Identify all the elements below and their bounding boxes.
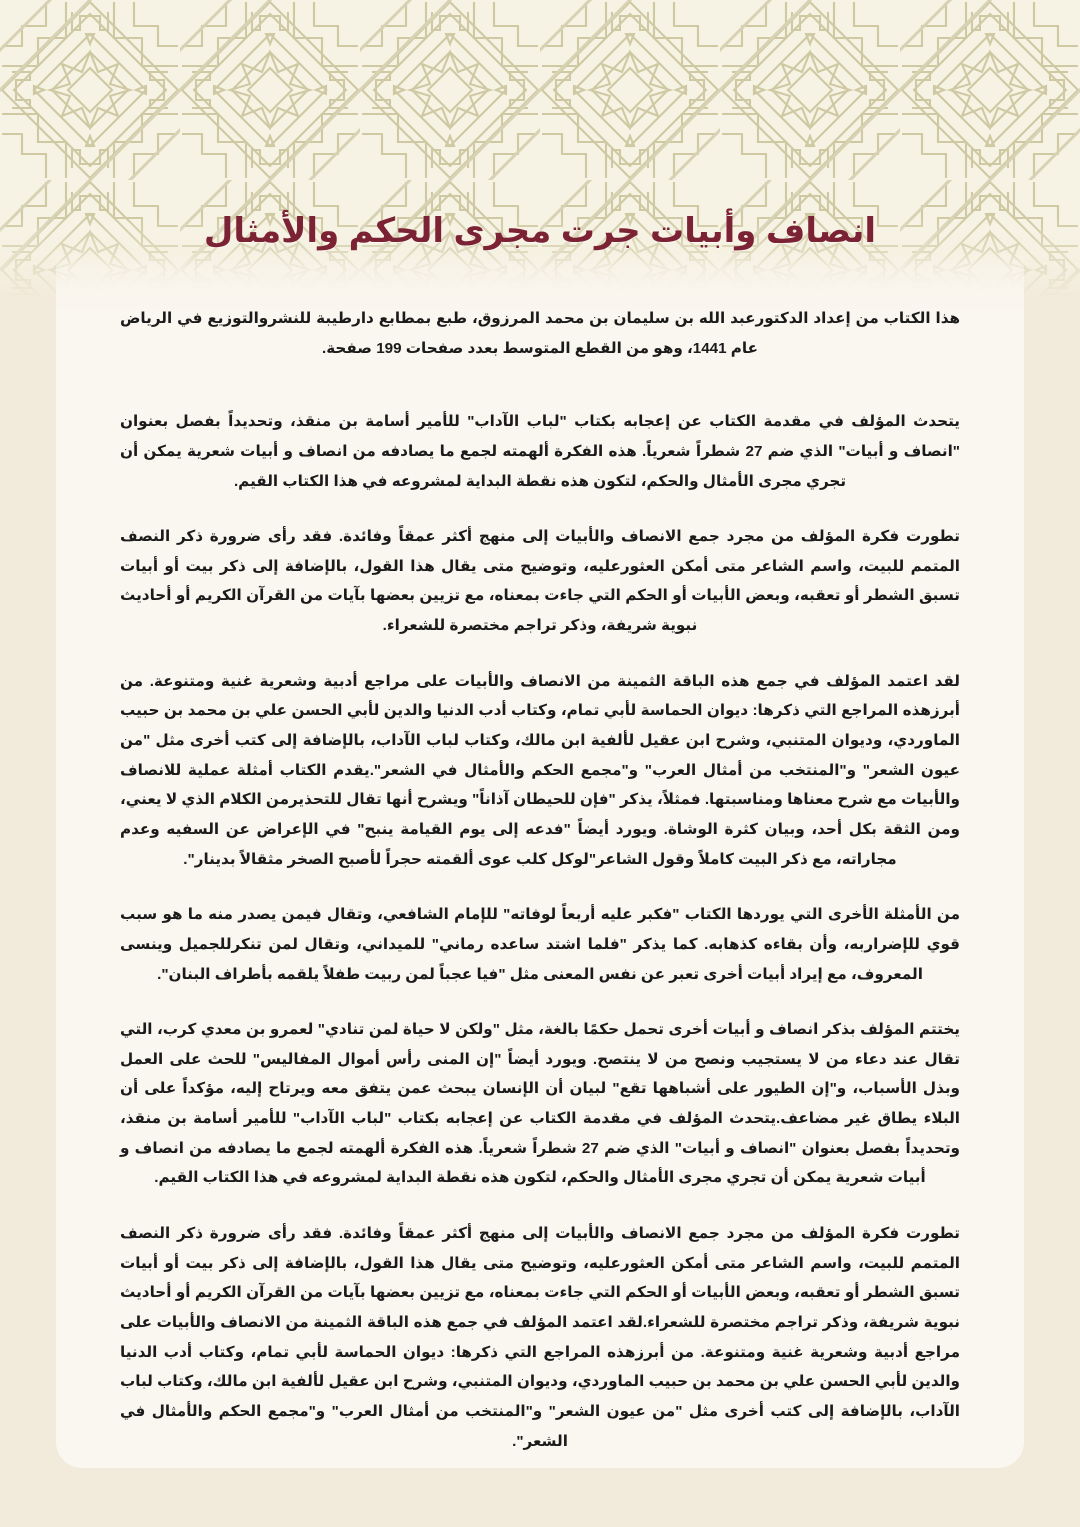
- article-card: [56, 252, 1024, 1468]
- paragraph-summary: تطورت فكرة المؤلف من مجرد جمع الانصاف والأبيات إلى منهج أكثر عمقاً وفائدة. فقد رأى ضرورة ذكر النصف المتمم للبيت، واسم الشاعر متى أمكن العثورعليه، وتوضيح متى يقال هذا القول، بالإضافة إلى ذكر بيت أو أبيات تسبق الشطر أو تعقبه، وبعض الأبيات أو الحكم التي جاءت بمعناه، مع تزيين بعضها بآيات من القرآن الكريم أو أحاديث نبوية شريفة، وذكر تراجم مختصرة للشعراء.لقد اعتمد المؤلف في جمع هذه الباقة الثمينة من الانصاف والأبيات على مراجع أدبية وشعرية غنية ومتنوعة. من أبرزهذه المراجع التي ذكرها: ديوان الحماسة لأبي تمام، وكتاب أدب الدنيا والدين لأبي الحسن علي بن محمد بن حبيب الماوردي، وديوان المتنبي، وشرح ابن عقيل لألفية ابن مالك، وكتاب لباب الآداب، بالإضافة إلى كتب أخرى مثل "من عيون الشعر" و"المنتخب من أمثال العرب" و"مجمع الحكم والأمثال في الشعر".: [120, 1225, 960, 1450]
- paragraph-references: لقد اعتمد المؤلف في جمع هذه الباقة الثمينة من الانصاف والأبيات على مراجع أدبية وشعرية غنية ومتنوعة. من أبرزهذه المراجع التي ذكرها: ديوان الحماسة لأبي تمام، وكتاب أدب الدنيا والدين لأبي الحسن علي بن محمد بن حبيب الماوردي، وديوان المتنبي، وشرح ابن عقيل لألفية ابن مالك، وكتاب لباب الآداب، بالإضافة إلى كتب أخرى مثل "من عيون الشعر" و"المنتخب من أمثال العرب" و"مجمع الحكم والأمثال في الشعر".يقدم الكتاب أمثلة عملية للانصاف والأبيات مع شرح معناها ومناسبتها. فمثلاً، يذكر "فإن للحيطان آذاناً" ويشرح أنها تقال للتحذيرمن الكلام الذي لا يعني، ومن الثقة بكل أحد، وبيان كثرة الوشاة. ويورد أيضاً "فدعه إلى يوم القيامة ينبح" في الإعراض عن السفيه وعدم مجاراته، مع ذكر البيت كاملاً وقول الشاعر"لوكل كلب عوى ألقمته حجراً لأصبح الصخر مثقالاً بدينار".: [120, 672, 960, 868]
- paragraph-author-preface: يتحدث المؤلف في مقدمة الكتاب عن إعجابه بكتاب "لباب الآداب" للأمير أسامة بن منقذ، وتحديداً بفصل بعنوان "انصاف و أبيات" الذي ضم 27 شطراً شعرياً. هذه الفكرة ألهمته لجمع ما يصادفه من انصاف و أبيات شعرية يمكن أن تجري مجرى الأمثال والحكم، لتكون هذه نقطة البداية لمشروعه في هذا الكتاب القيم.: [120, 413, 960, 490]
- paragraph-publication-info: هذا الكتاب من إعداد الدكتورعبد الله بن سليمان بن محمد المرزوق، طبع بمطابع دارطيبة للنشروالتوزيع في الرياض عام 1441، وهو من القطع المتوسط بعدد صفحات 199 صفحة.: [120, 310, 960, 357]
- paragraph-method-development: تطورت فكرة المؤلف من مجرد جمع الانصاف والأبيات إلى منهج أكثر عمقاً وفائدة. فقد رأى ضرورة ذكر النصف المتمم للبيت، واسم الشاعر متى أمكن العثورعليه، وتوضيح متى يقال هذا القول، بالإضافة إلى ذكر بيت أو أبيات تسبق الشطر أو تعقبه، وبعض الأبيات أو الحكم التي جاءت بمعناه، مع تزيين بعضها بآيات من القرآن الكريم أو أحاديث نبوية شريفة، وذكر تراجم مختصرة للشعراء.: [120, 528, 960, 635]
- paragraph-other-examples: من الأمثلة الأخرى التي يوردها الكتاب "فكبر عليه أربعاً لوفاته" للإمام الشافعي، وتقال فيمن يصدر منه ما هو سبب قوي للإضراربه، وأن بقاءه كذهابه. كما يذكر "فلما اشتد ساعده رماني" للميداني، وتقال لمن تنكرللجميل وينسى المعروف، مع إيراد أبيات أخرى تعبر عن نفس المعنى مثل "فيا عجباً لمن ربيت طفلاً يلقمه بأطراف البنان".: [120, 906, 960, 983]
- paragraph-conclusion: يختتم المؤلف بذكر انصاف و أبيات أخرى تحمل حكمًا بالغة، مثل "ولكن لا حياة لمن تنادي" لعمرو بن معدي كرب، التي تقال عند دعاء من لا يستجيب ونصح من لا ينتصح. ويورد أيضاً "إن المنى رأس أموال المفاليس" للحث على العمل وبذل الأسباب، و"إن الطيور على أشباهها تقع" لبيان أن الإنسان يبحث عمن يتفق معه ويرتاح إليه، مؤكداً على أن البلاء يطاق غير مضاعف.يتحدث المؤلف في مقدمة الكتاب عن إعجابه بكتاب "لباب الآداب" للأمير أسامة بن منقذ، وتحديداً بفصل بعنوان "انصاف و أبيات" الذي ضم 27 شطراً شعرياً. هذه الفكرة ألهمته لجمع ما يصادفه من انصاف و أبيات شعرية يمكن أن تجري مجرى الأمثال والحكم، لتكون هذه نقطة البداية لمشروعه في هذا الكتاب القيم.: [120, 1021, 960, 1187]
- page-title: انصاف وأبيات جرت مجرى الحكم والأمثال: [203, 211, 877, 250]
